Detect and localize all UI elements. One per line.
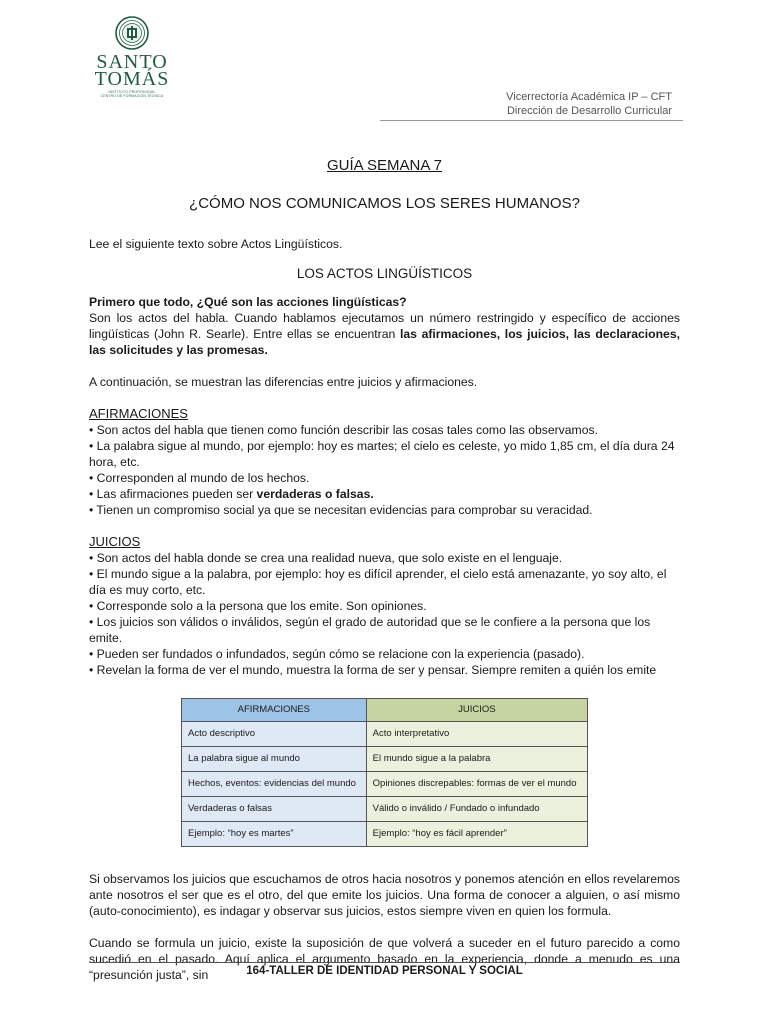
page-title: GUÍA SEMANA 7 xyxy=(326,157,443,174)
comparison-table xyxy=(181,698,588,847)
juicios-bullet-3: • Corresponde solo a la persona que los emite. Son opiniones. xyxy=(89,599,427,613)
header-divider xyxy=(380,120,683,121)
juicios-bullet-4: • Los juicios son válidos o inválidos, según el grado de autoridad que se le confiere a la persona que los emite. xyxy=(89,615,651,645)
table-row xyxy=(182,772,588,797)
page-subtitle: ¿CÓMO NOS COMUNICAMOS LOS SERES HUMANOS? xyxy=(189,195,580,212)
table-cell: Opiniones discrepables: formas de ver el mundo xyxy=(366,772,587,797)
table-cell: Acto interpretativo xyxy=(366,722,587,747)
table-cell: Verdaderas o falsas xyxy=(182,797,367,822)
logo-subtitle xyxy=(92,90,172,98)
logo-name-line1: SANTO xyxy=(96,51,168,73)
logo-name xyxy=(92,51,172,90)
juicios-bullet-5: • Pueden ser fundados o infundados, según cómo se relacione con la experiencia (pasado). xyxy=(89,647,585,661)
definition-text: Son los actos del habla. Cuando hablamos ejecutamos un número restringido y específico de acciones lingüísticas (John R. Searle). Entre ellas se encuentran xyxy=(89,311,680,341)
afirmaciones-bullet-4 xyxy=(89,486,680,502)
juicios-bullet-2: • El mundo sigue a la palabra, por ejemplo: hoy es difícil aprender, el cielo está amenazante, yo soy alto, el día es muy corto, etc. xyxy=(89,567,667,597)
afirmaciones-bullet-1: • Son actos del habla que tienen como función describir las cosas tales como las observamos. xyxy=(89,423,598,437)
department-header xyxy=(506,90,672,118)
table-row xyxy=(182,722,588,747)
intro-text: Lee el siguiente texto sobre Actos Lingüísticos. xyxy=(89,237,343,251)
juicios-bullet-6: • Revelan la forma de ver el mundo, muestra la forma de ser y pensar. Siempre remiten a quién los emite xyxy=(89,663,657,677)
logo-sub-line1: INSTITUTO PROFESIONAL xyxy=(108,90,156,94)
table-header-juicios: JUICIOS xyxy=(366,699,587,722)
section-title: LOS ACTOS LINGÜÍSTICOS xyxy=(296,266,473,281)
juicios-heading: JUICIOS xyxy=(89,534,141,549)
logo-name-line2: TOMÁS xyxy=(94,68,170,90)
question-heading: Primero que todo, ¿Qué son las acciones lingüísticas? xyxy=(89,295,407,309)
table-header-row xyxy=(182,699,588,722)
table-cell: La palabra sigue al mundo xyxy=(182,747,367,772)
footer-divider xyxy=(89,962,680,963)
afirmaciones-bullet-4-bold: verdaderas o falsas. xyxy=(256,487,374,501)
table-cell: Ejemplo: “hoy es fácil aprender” xyxy=(366,822,587,847)
afirmaciones-bullet-2: • La palabra sigue al mundo, por ejemplo: hoy es martes; el cielo es celeste, yo mido 1,85 cm, el día dura 24 hora, etc. xyxy=(89,439,675,469)
table-cell: Hechos, eventos: evidencias del mundo xyxy=(182,772,367,797)
definition-bold-text: las afirmaciones, los juicios, las declaraciones, las solicitudes y las promesas. xyxy=(89,327,681,357)
table-cell: Válido o inválido / Fundado o infundado xyxy=(366,797,587,822)
seal-icon xyxy=(115,16,149,50)
dept-line1: Vicerrectoría Académica IP – CFT xyxy=(506,91,672,103)
table-header-afirmaciones: AFIRMACIONES xyxy=(182,699,367,722)
table-cell: El mundo sigue a la palabra xyxy=(366,747,587,772)
logo-sub-line2: CENTRO DE FORMACIÓN TÉCNICA xyxy=(100,94,164,98)
dept-line2: Dirección de Desarrollo Curricular xyxy=(506,105,672,117)
definition-paragraph xyxy=(89,310,680,358)
table-row xyxy=(182,822,588,847)
transition-paragraph: A continuación, se muestran las diferencias entre juicios y afirmaciones. xyxy=(89,375,478,389)
afirmaciones-bullet-3: • Corresponden al mundo de los hechos. xyxy=(89,471,310,485)
juicios-bullet-1: • Son actos del habla donde se crea una realidad nueva, que solo existe en el lenguaje. xyxy=(89,551,563,565)
document-body xyxy=(89,158,680,983)
table-row xyxy=(182,747,588,772)
table-cell: Acto descriptivo xyxy=(182,722,367,747)
experience-paragraph: Cuando se formula un juicio, existe la suposición de que volverá a suceder en el futuro parecido a como sucedió en el pasado. Aquí aplica el argumento basado en la experiencia, donde a menudo es una “presunción justa”, sin xyxy=(89,936,680,982)
afirmaciones-bullet-5: • Tienen un compromiso social ya que se necesitan evidencias para comprobar su veracidad. xyxy=(89,503,593,517)
page-footer: 164-TALLER DE IDENTIDAD PERSONAL Y SOCIAL xyxy=(246,965,523,977)
table-row xyxy=(182,797,588,822)
table-cell: Ejemplo: “hoy es martes” xyxy=(182,822,367,847)
observation-paragraph: Si observamos los juicios que escuchamos de otros hacia nosotros y ponemos atención en ellos revelaremos ante nosotros el ser que es el otro, del que emite los juicios. Una forma de conocer a alguien, o así mismo (auto-conocimiento), es indagar y observar sus juicios, estos siempre viven en quien los formula. xyxy=(89,872,680,918)
afirmaciones-bullet-4-text: • Las afirmaciones pueden ser xyxy=(89,487,257,501)
afirmaciones-heading: AFIRMACIONES xyxy=(89,406,188,421)
santo-tomas-logo xyxy=(92,16,172,98)
